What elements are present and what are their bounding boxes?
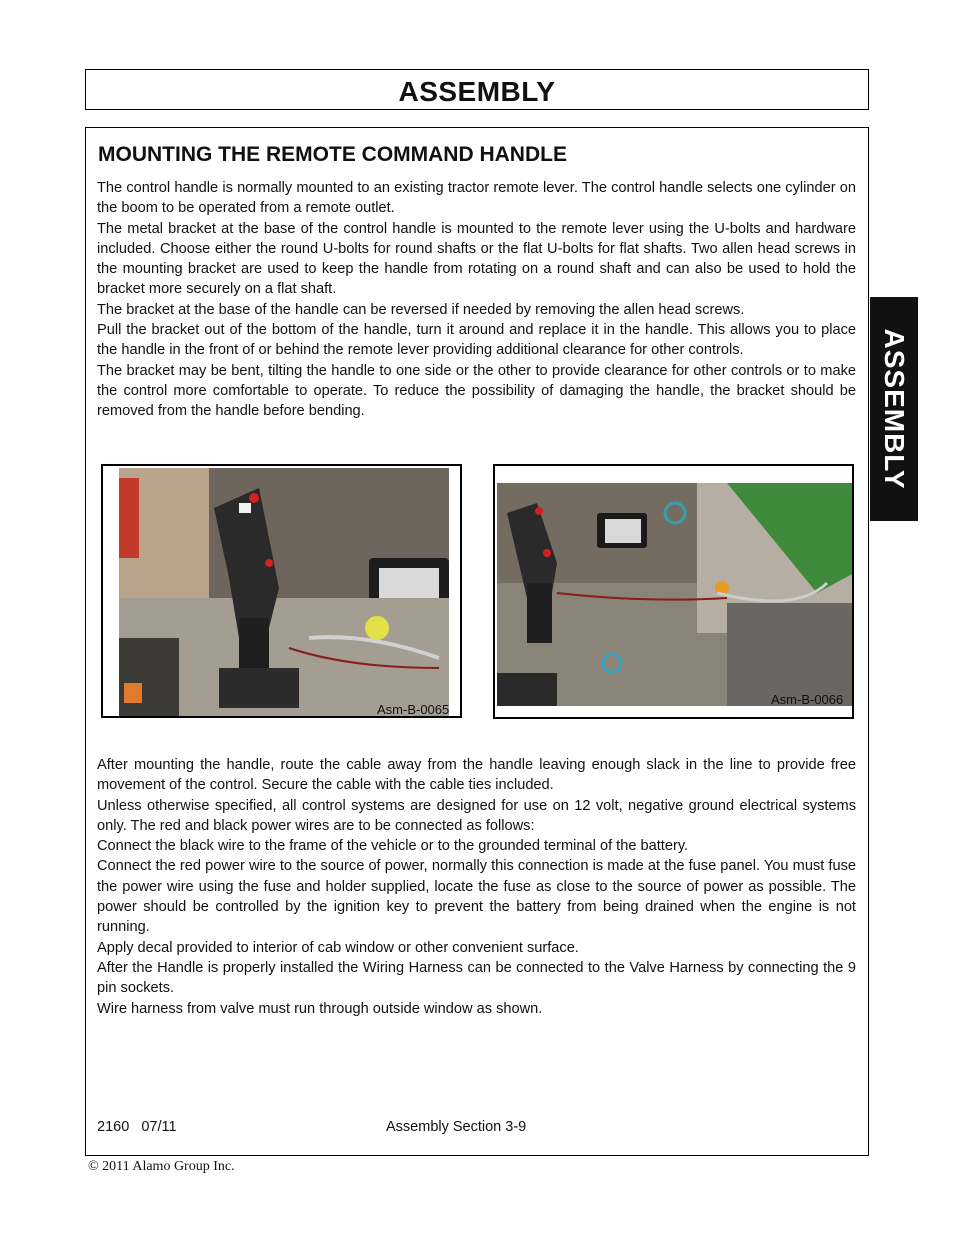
footer-model-date: 2160 07/11 [97,1119,177,1135]
paragraph: After the Handle is properly installed the Wiring Harness can be connected to the Valve Harness by connecting the 9 pin sockets. [97,959,856,997]
page-header-title: ASSEMBLY [398,76,556,107]
figure-2-label: Asm-B-0066 [771,692,844,707]
paragraph: Apply decal provided to interior of cab window or other convenient surface. [97,939,579,956]
figure-1-photo [119,468,449,716]
paragraph: The control handle is normally mounted to an existing tractor remote lever. The control handle selects one cylinder on the boom to be operated from a remote outlet. [97,180,856,217]
paragraph: The bracket at the base of the handle can be reversed if needed by removing the allen head screws. [97,301,745,318]
paragraph: Connect the black wire to the frame of the vehicle or to the grounded terminal of the battery. [97,838,689,855]
paragraph: Wire harness from valve must run through outside window as shown. [97,1000,543,1017]
figure-1-label: Asm-B-0065 [377,702,450,717]
tractor-cab-photo [119,468,449,716]
side-tab [870,297,918,521]
figure-2-photo [497,483,854,706]
paragraph: After mounting the handle, route the cable away from the handle leaving enough slack in the line to provide free movement of the control. Secure the cable with the cable ties included. [97,757,856,794]
side-tab-label: ASSEMBLY [879,328,910,490]
figure-1-frame [101,464,462,718]
copyright: © 2011 Alamo Group Inc. [88,1159,235,1174]
section-title: MOUNTING THE REMOTE COMMAND HANDLE [98,143,567,166]
figure-2-frame [493,464,854,719]
paragraph: Pull the bracket out of the bottom of the handle, turn it around and replace it in the handle. This allows you to place the handle in the front of or behind the remote lever providing additional clearance for other controls. [97,322,856,359]
closing-text [97,755,856,1019]
paragraph: Connect the red power wire to the source of power, normally this connection is made at the fuse panel. You must fuse the power wire using the fuse and holder supplied, locate the fuse as close to the source of power as possible. The power should be controlled by the ignition key to prevent the battery from being drained when the engine is not running. [97,858,856,936]
header-box [85,69,869,110]
paragraph: Unless otherwise specified, all control systems are designed for use on 12 volt, negative ground electrical systems only. The red and black power wires are to be connected as follows: [97,797,856,834]
intro-text [97,178,856,422]
paragraph: The metal bracket at the base of the control handle is mounted to the remote lever using the U-bolts and hardware included. Choose either the round U-bolts for round shafts or the flat U-bolts for flat shafts. Two allen head screws in the mounting bracket are used to keep the handle from rotating on a round shaft and can also be used to hold the bracket more securely on a flat shaft. [97,220,856,298]
paragraph: The bracket may be bent, tilting the handle to one side or the other to provide clearance for other controls or to make the control more comfortable to operate. To reduce the possibility of damaging the handle, the bracket should be removed from the handle before bending. [97,362,856,420]
footer-section-page: Assembly Section 3-9 [386,1119,527,1135]
tractor-cab-photo [497,483,854,706]
